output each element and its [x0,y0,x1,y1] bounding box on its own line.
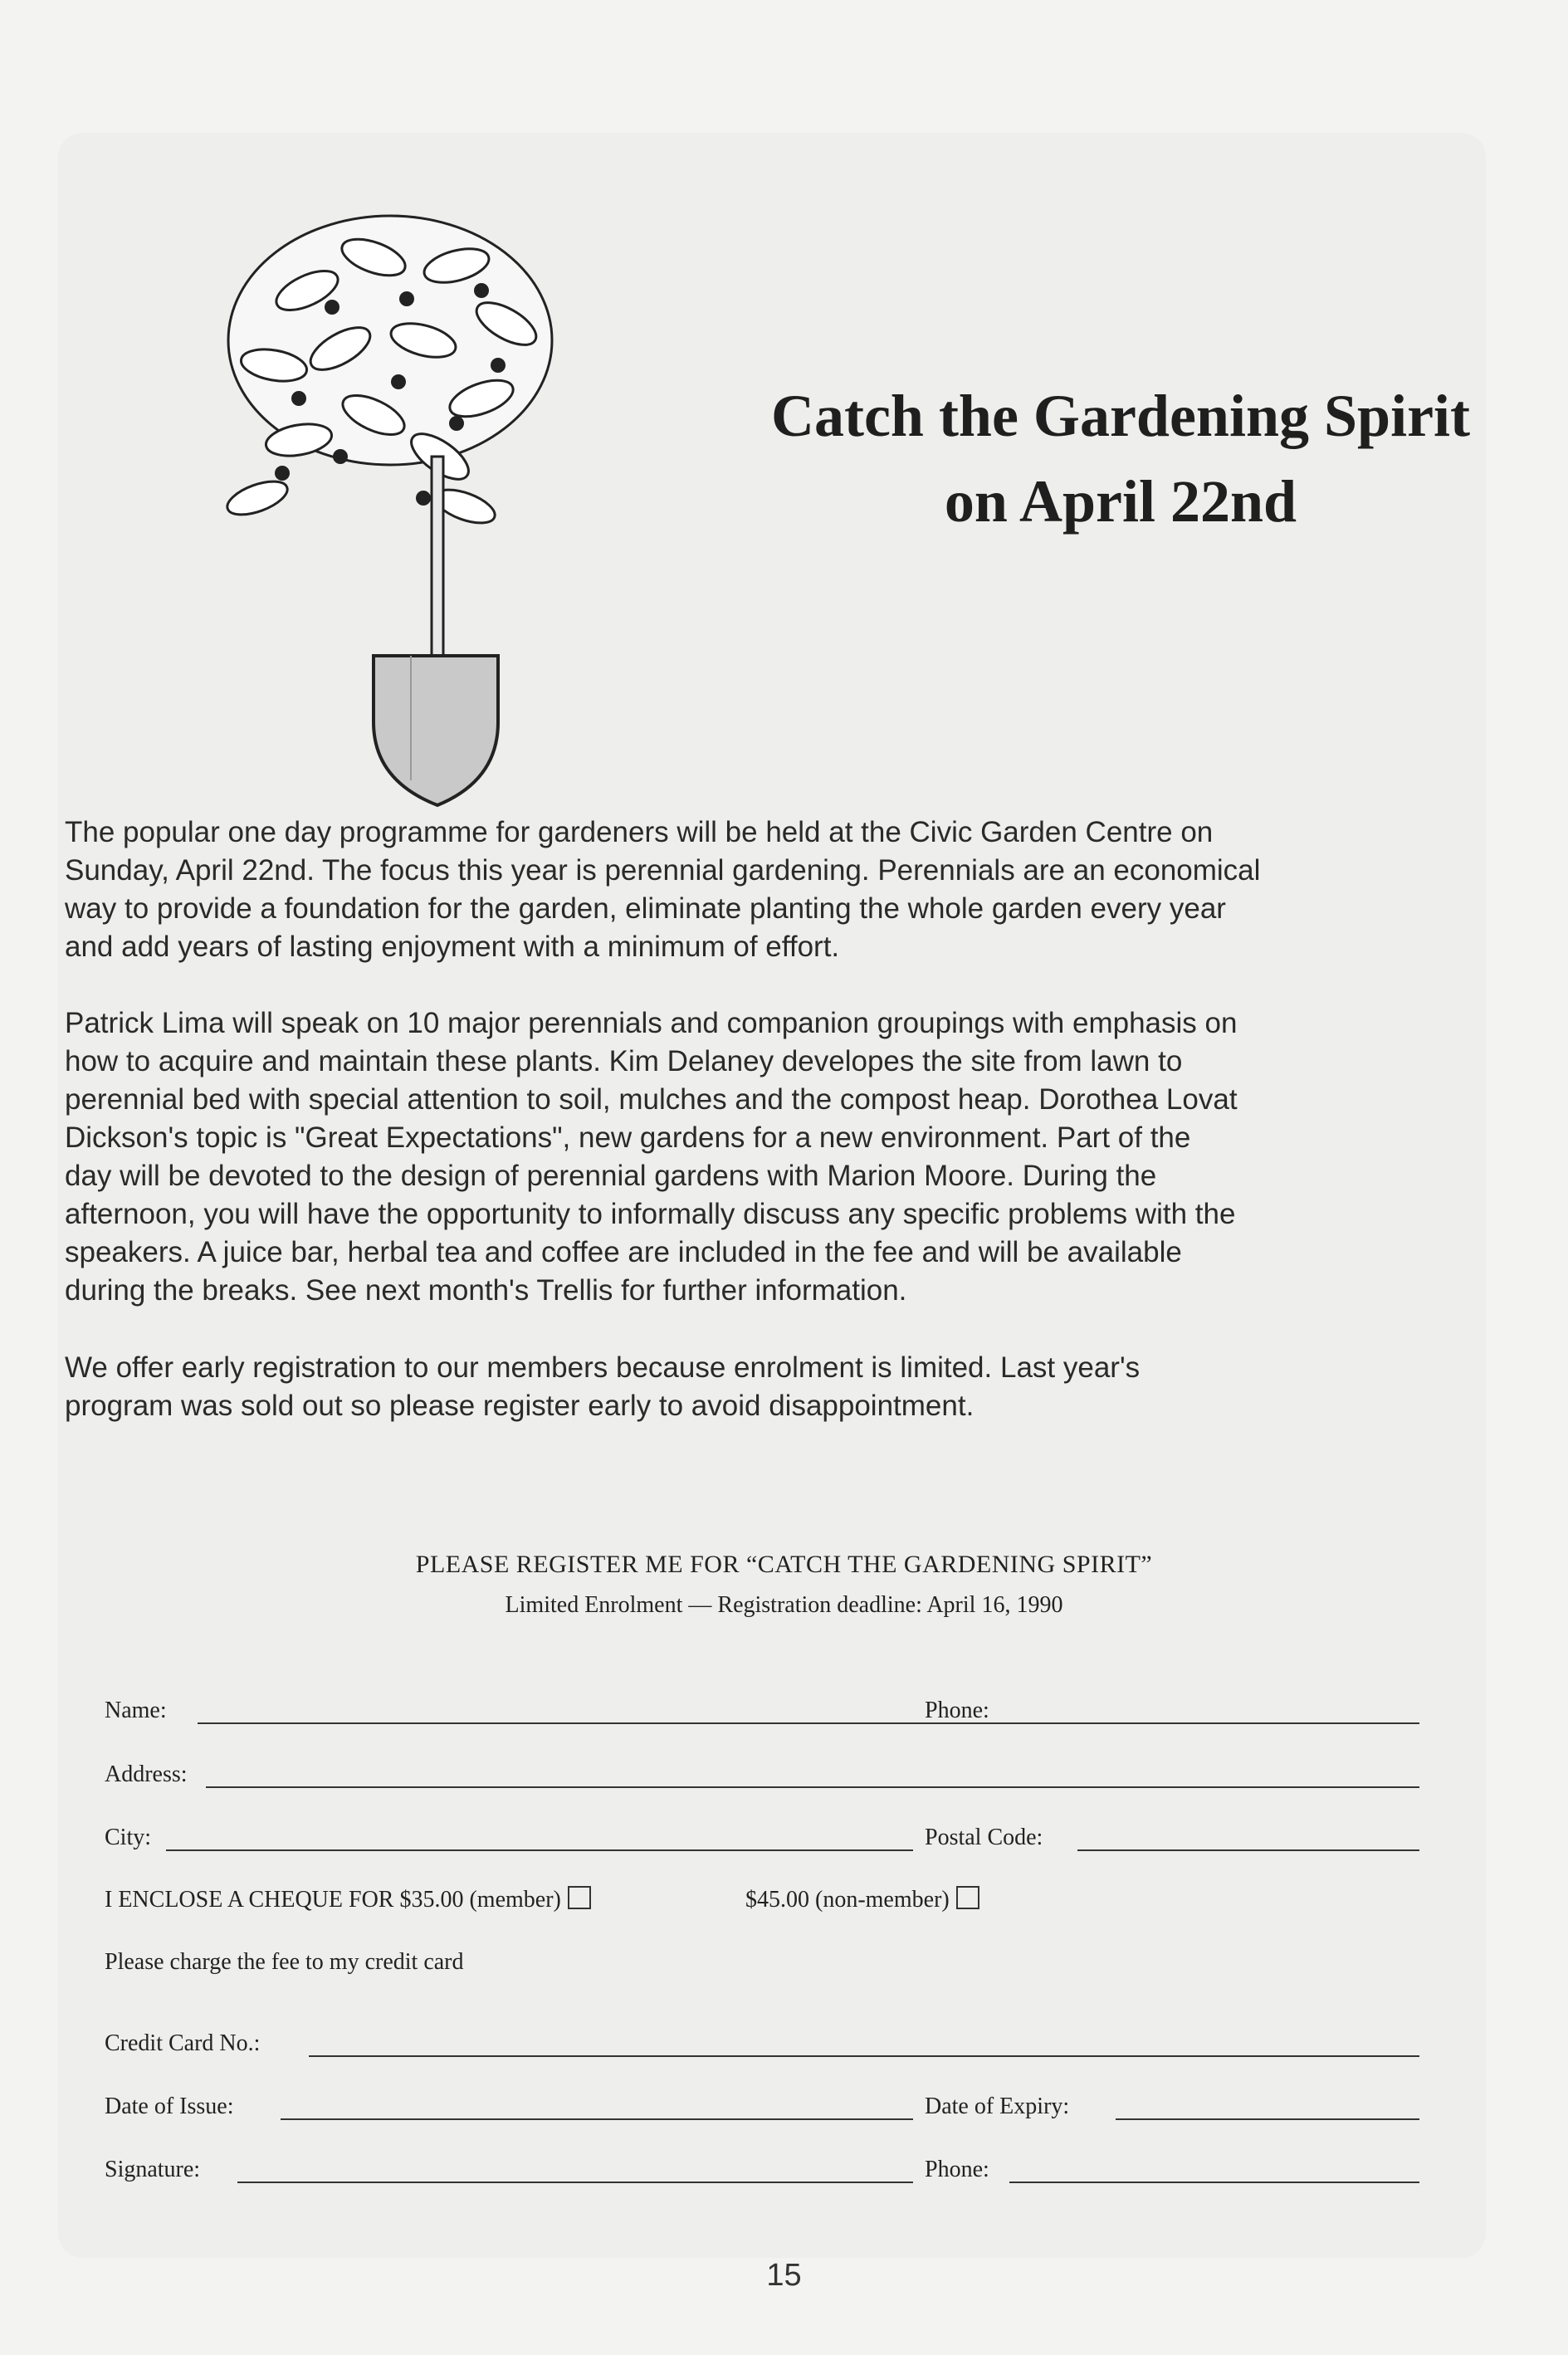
address-field[interactable] [206,1786,1419,1788]
title-line-2: on April 22nd [944,468,1297,535]
credit-card-text: Please charge the fee to my credit card [105,1949,464,1975]
text-line: Sunday, April 22nd. The focus this year is perennial gardening. Perennials are an economical [65,854,1261,887]
non-member-checkbox[interactable] [956,1886,979,1909]
text-line: The popular one day programme for gardeners will be held at the Civic Garden Centre on [65,816,1214,848]
card-number-label: Credit Card No.: [105,2030,261,2056]
intro-paragraph [65,814,1468,966]
date-of-issue-label: Date of Issue: [105,2094,234,2119]
form-subtitle: Limited Enrolment — Registration deadline: April 16, 1990 [505,1592,1063,1618]
address-label: Address: [105,1761,188,1787]
city-field[interactable] [166,1849,913,1851]
text-line: during the breaks. See next month's Trellis for further information. [65,1274,907,1307]
name-field[interactable] [198,1722,1019,1724]
credit-card-row [105,1949,1419,1982]
title-line-1: Catch the Gardening Spirit [770,383,1471,449]
date-of-expiry-label: Date of Expiry: [925,2094,1070,2119]
text-line: perennial bed with special attention to soil, mulches and the compost heap. Dorothea Lovat [65,1083,1238,1116]
text-line: We offer early registration to our members because enrolment is limited. Last year's [65,1351,1141,1384]
text-line: how to acquire and maintain these plants. Kim Delaney developes the site from lawn to [65,1045,1183,1077]
card-number-row [105,2030,1419,2064]
city-postal-row [105,1825,1419,1858]
cheque-row [105,1886,1419,1919]
text-line: program was sold out so please register early to avoid disappointment. [65,1390,975,1422]
signature-field[interactable] [237,2182,913,2183]
text-line: way to provide a foundation for the garden, eliminate planting the whole garden every year [65,892,1226,925]
phone-2-field[interactable] [1009,2182,1419,2183]
cheque-nonmember-label: $45.00 (non-member) [745,1887,950,1913]
city-label: City: [105,1825,152,1850]
speakers-paragraph [65,1004,1468,1310]
signature-label: Signature: [105,2157,201,2182]
name-phone-row [105,1698,1419,1731]
text-line: speakers. A juice bar, herbal tea and coffee are included in the fee and will be available [65,1236,1182,1268]
postal-code-field[interactable] [1077,1849,1419,1851]
date-of-expiry-field[interactable] [1116,2118,1419,2120]
address-row [105,1761,1419,1795]
text-line: Dickson's topic is "Great Expectations", new gardens for a new environment. Part of the [65,1121,1191,1154]
postal-code-label: Postal Code: [925,1825,1043,1850]
phone-2-label: Phone: [925,2157,989,2182]
text-line: day will be devoted to the design of perennial gardens with Marion Moore. During the [65,1160,1157,1192]
signature-row [105,2157,1419,2190]
page-number: 15 [766,2258,802,2293]
tree-spade-illustration [208,208,598,814]
name-label: Name: [105,1698,167,1723]
text-line: afternoon, you will have the opportunity to informally discuss any specific problems with the [65,1198,1236,1230]
dates-row [105,2094,1419,2127]
member-checkbox[interactable] [568,1886,591,1909]
form-title: PLEASE REGISTER ME FOR “CATCH THE GARDENING SPIRIT” [415,1551,1153,1578]
registration-paragraph [65,1349,1468,1425]
phone-label: Phone: [925,1698,989,1723]
date-of-issue-field[interactable] [281,2118,913,2120]
card-number-field[interactable] [309,2055,1419,2057]
phone-field[interactable] [1009,1722,1419,1724]
text-line: Patrick Lima will speak on 10 major perennials and companion groupings with emphasis on [65,1007,1238,1039]
cheque-member-label: I ENCLOSE A CHEQUE FOR $35.00 (member) [105,1887,561,1913]
text-line: and add years of lasting enjoyment with a minimum of effort. [65,931,840,963]
